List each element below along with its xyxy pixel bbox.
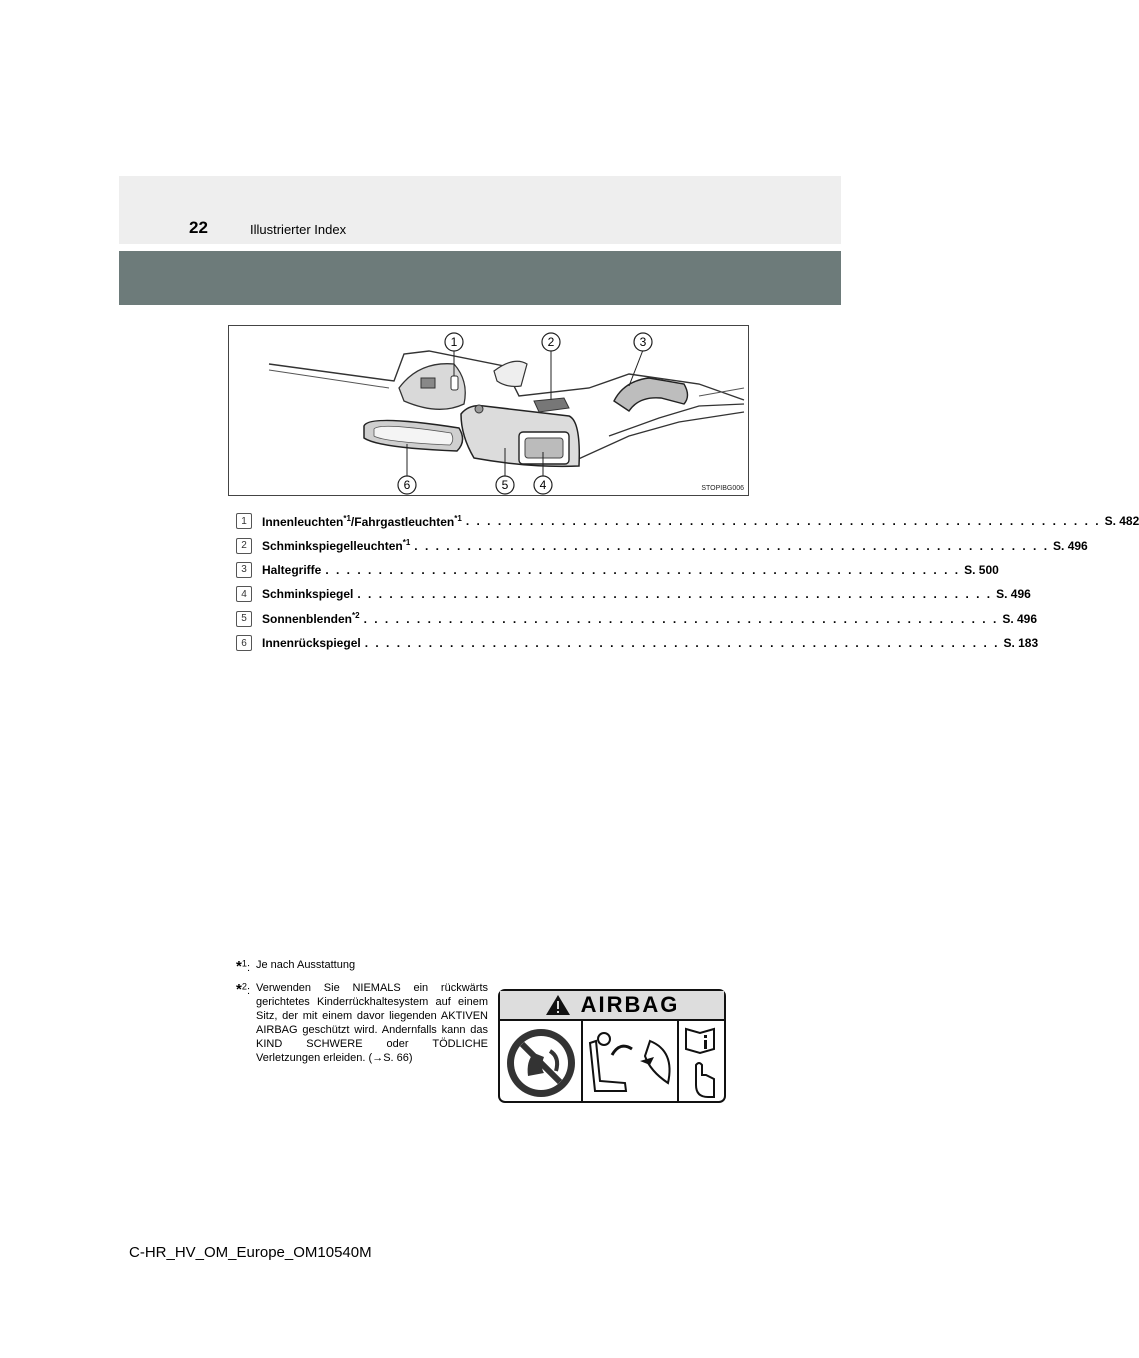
callout-6: 6 xyxy=(403,478,411,492)
leader-dots: . . . . . . . . . . . . . . . . . . . . . . . . . . . . . . . . . . . . . . . . . . . . . . . . . . . . . . . . . . . . xyxy=(414,538,1050,553)
figure-code: STOPIBG006 xyxy=(701,485,744,492)
manual-info-icon xyxy=(686,1029,714,1097)
item-label: Innenleuchten$^{*1}$/Fahrgastleuchten$^{*1}$ xyxy=(262,513,462,529)
airbag-label-pictograms xyxy=(500,1021,724,1103)
item-label: Innenrückspiegel xyxy=(262,636,361,651)
interior-illustration xyxy=(228,325,749,496)
airbag-warning-label xyxy=(498,989,726,1103)
page-reference: S. 496 xyxy=(1002,611,1038,626)
index-item-vanity-lights xyxy=(236,533,1088,557)
leader-dots: . . . . . . . . . . . . . . . . . . . . . . . . . . . . . . . . . . . . . . . . . . . . . . . . . . . . . . . . . . . . xyxy=(465,514,1101,529)
leader-dots: . . . . . . . . . . . . . . . . . . . . . . . . . . . . . . . . . . . . . . . . . . . . . . . . . . . . . . . . . . . . xyxy=(325,562,961,577)
page-reference: S. 183 xyxy=(1003,636,1039,651)
footnote-text: Je nach Ausstattung xyxy=(256,959,356,971)
index-list xyxy=(236,509,1139,655)
callout-2: 2 xyxy=(547,335,555,349)
page-reference: S. 482 xyxy=(1104,514,1139,529)
no-child-seat-icon xyxy=(507,1029,575,1097)
page-reference: S. 496 xyxy=(1053,538,1088,553)
page-number: 22 xyxy=(189,218,208,237)
warning-triangle-icon xyxy=(545,994,571,1016)
footnote-1: *$^1$: Je nach Ausstattung xyxy=(236,958,356,975)
section-title: Illustrierter Index xyxy=(250,222,347,237)
item-label: Schminkspiegelleuchten$^{*1}$ xyxy=(262,538,411,554)
callout-4: 4 xyxy=(539,478,547,492)
item-number: 3 xyxy=(236,562,252,578)
airbag-label-header xyxy=(500,991,724,1021)
airbag-title: AIRBAG xyxy=(580,992,680,1017)
leader-dots: . . . . . . . . . . . . . . . . . . . . . . . . . . . . . . . . . . . . . . . . . . . . . . . . . . . . . . . . . . . . xyxy=(363,611,999,626)
document-id: C-HR_HV_OM_Europe_OM10540M xyxy=(129,1244,372,1261)
footnote-2: *$^2$: Verwenden Sie NIEMALS ein rückwärts gerichtetes Kinderrückhaltesystem auf einem Sitz, der mit einem davor liegenden AKTIVEN AIRBAG geschützt wird. Andernfalls kann das KIND SCHWERE oder TÖDLICHE Verletzungen erleiden. (→S. 66) xyxy=(236,981,488,1064)
footnotes xyxy=(236,958,488,1071)
item-number: 5 xyxy=(236,611,252,627)
item-number: 1 xyxy=(236,513,252,529)
index-item-vanity-mirror xyxy=(236,582,1031,606)
index-item-sun-visors xyxy=(236,607,1038,631)
callout-5: 5 xyxy=(501,478,509,492)
airbag-pictograms-drawing xyxy=(500,1021,724,1103)
leader-dots: . . . . . . . . . . . . . . . . . . . . . . . . . . . . . . . . . . . . . . . . . . . . . . . . . . . . . . . . . . . . xyxy=(364,636,1000,651)
index-item-assist-grips xyxy=(236,558,999,582)
index-item-interior-lights xyxy=(236,509,1139,533)
header-dark-band xyxy=(119,251,841,305)
footnote-text: Verwenden Sie NIEMALS ein rückwärts gerichtetes Kinderrückhaltesystem auf einem Sitz, der mit einem davor liegenden AKTIVEN AIRBAG geschützt wird. Andernfalls kann das KIND SCHWERE oder TÖDLICHE Verletzungen erleiden. (→S. 66) xyxy=(256,982,488,1064)
callout-1: 1 xyxy=(450,335,458,349)
item-number: 4 xyxy=(236,586,252,602)
item-label: Sonnenblenden$^{*2}$ xyxy=(262,611,360,627)
callout-3: 3 xyxy=(639,335,647,349)
interior-illustration-drawing xyxy=(229,326,750,497)
item-label: Schminkspiegel xyxy=(262,587,354,602)
item-number: 6 xyxy=(236,635,252,651)
page-reference: S. 496 xyxy=(996,587,1031,602)
page-reference: S. 500 xyxy=(964,562,999,577)
index-item-rear-view-mirror xyxy=(236,631,1039,655)
header-band xyxy=(119,176,841,244)
item-label: Haltegriffe xyxy=(262,562,322,577)
item-number: 2 xyxy=(236,538,252,554)
seat-airbag-icon xyxy=(590,1033,670,1091)
leader-dots: . . . . . . . . . . . . . . . . . . . . . . . . . . . . . . . . . . . . . . . . . . . . . . . . . . . . . . . . . . . . xyxy=(357,587,993,602)
